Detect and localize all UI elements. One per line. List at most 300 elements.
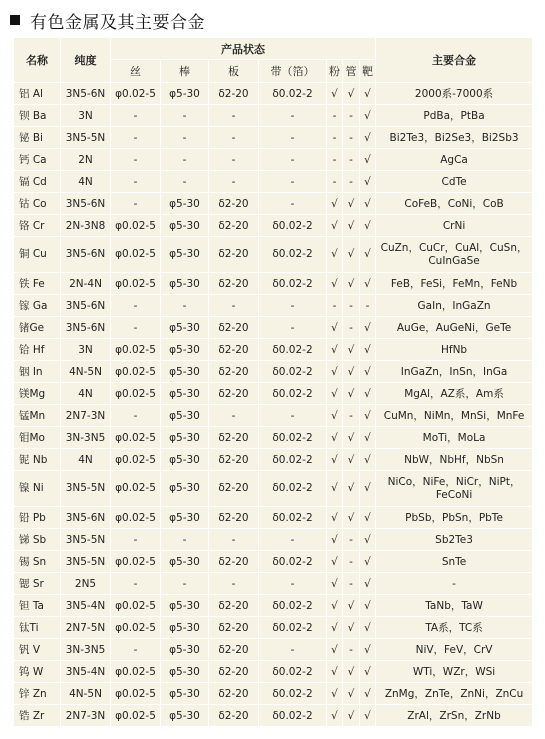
cell-purity: 3N-3N5 (61, 639, 111, 661)
table-row (14, 237, 533, 273)
cell-powder: √ (327, 83, 343, 105)
cell-purity: 3N (61, 105, 111, 127)
table-row (14, 683, 533, 705)
cell-alloy: NiCo，NiFe，NiCr，NiPt，FeCoNi (376, 471, 533, 507)
cell-rod: φ5-30 (161, 339, 209, 361)
cell-tube: - (343, 317, 360, 339)
cell-plate: - (209, 149, 259, 171)
cell-target: √ (360, 383, 376, 405)
cell-alloy: TA系，TC系 (376, 617, 533, 639)
cell-alloy: ZnMg，ZnTe，ZnNi，ZnCu (376, 683, 533, 705)
cell-tube: √ (343, 683, 360, 705)
metals-table (13, 37, 533, 727)
table-body (14, 83, 533, 727)
table-row (14, 127, 533, 149)
cell-rod: - (161, 171, 209, 193)
cell-purity: 3N5-4N (61, 595, 111, 617)
cell-tube: - (343, 551, 360, 573)
table-row (14, 573, 533, 595)
cell-strip: - (259, 193, 327, 215)
cell-wire: φ0.02-5 (111, 705, 161, 727)
cell-rod: φ5-30 (161, 683, 209, 705)
cell-rod: φ5-30 (161, 193, 209, 215)
cell-purity: 3N5-5N (61, 127, 111, 149)
cell-name: 锆 Zr (14, 705, 61, 727)
cell-strip: - (259, 171, 327, 193)
cell-purity: 3N (61, 339, 111, 361)
cell-strip: δ0.02-2 (259, 361, 327, 383)
cell-purity: 3N5-5N (61, 551, 111, 573)
cell-alloy: NiV，FeV，CrV (376, 639, 533, 661)
cell-wire: - (111, 127, 161, 149)
cell-alloy: CoFeB，CoNi，CoB (376, 193, 533, 215)
cell-powder: - (327, 295, 343, 317)
cell-tube: √ (343, 361, 360, 383)
cell-name: 锰Mn (14, 405, 61, 427)
cell-strip: δ0.02-2 (259, 449, 327, 471)
cell-target: √ (360, 683, 376, 705)
cell-tube: √ (343, 383, 360, 405)
cell-target: √ (360, 595, 376, 617)
table-row (14, 295, 533, 317)
cell-rod: φ5-30 (161, 449, 209, 471)
cell-alloy: PbSb，PbSn，PbTe (376, 507, 533, 529)
table-row (14, 273, 533, 295)
cell-name: 铬 Cr (14, 215, 61, 237)
cell-rod: - (161, 295, 209, 317)
cell-alloy: InGaZn，InSn，InGa (376, 361, 533, 383)
table-row (14, 149, 533, 171)
cell-target: √ (360, 149, 376, 171)
cell-powder: √ (327, 317, 343, 339)
cell-target: √ (360, 427, 376, 449)
cell-target: √ (360, 273, 376, 295)
table-row (14, 705, 533, 727)
cell-plate: δ2-20 (209, 193, 259, 215)
table-row (14, 105, 533, 127)
cell-wire: φ0.02-5 (111, 83, 161, 105)
cell-purity: 2N (61, 149, 111, 171)
cell-plate: - (209, 529, 259, 551)
cell-target: √ (360, 449, 376, 471)
cell-rod: - (161, 105, 209, 127)
cell-name: 锌 Zn (14, 683, 61, 705)
cell-purity: 2N7-3N (61, 405, 111, 427)
cell-tube: √ (343, 427, 360, 449)
cell-strip: δ0.02-2 (259, 471, 327, 507)
table-row (14, 639, 533, 661)
cell-target: √ (360, 193, 376, 215)
table-row (14, 193, 533, 215)
cell-strip: δ0.02-2 (259, 507, 327, 529)
header-product-status: 产品状态 (111, 38, 376, 60)
cell-alloy: MoTi，MoLa (376, 427, 533, 449)
cell-strip: - (259, 149, 327, 171)
cell-tube: - (343, 127, 360, 149)
cell-alloy: WTi，WZr，WSi (376, 661, 533, 683)
cell-powder: √ (327, 507, 343, 529)
cell-alloy: GaIn，InGaZn (376, 295, 533, 317)
cell-purity: 4N (61, 171, 111, 193)
header-main-alloy: 主要合金 (376, 38, 533, 83)
cell-tube: - (343, 171, 360, 193)
cell-powder: √ (327, 383, 343, 405)
cell-plate: δ2-20 (209, 237, 259, 273)
cell-rod: φ5-30 (161, 471, 209, 507)
cell-alloy: HfNb (376, 339, 533, 361)
cell-name: 铌 Nb (14, 449, 61, 471)
cell-purity: 4N-5N (61, 683, 111, 705)
cell-plate: δ2-20 (209, 215, 259, 237)
cell-target: √ (360, 507, 376, 529)
cell-name: 钽 Ta (14, 595, 61, 617)
cell-wire: - (111, 529, 161, 551)
cell-purity: 3N5-4N (61, 661, 111, 683)
cell-alloy: PdBa，PtBa (376, 105, 533, 127)
cell-strip: δ0.02-2 (259, 551, 327, 573)
cell-powder: - (327, 127, 343, 149)
cell-purity: 3N5-5N (61, 529, 111, 551)
cell-tube: √ (343, 661, 360, 683)
cell-name: 锶 Sr (14, 573, 61, 595)
cell-purity: 3N5-6N (61, 295, 111, 317)
cell-alloy: FeB，FeSi，FeMn，FeNb (376, 273, 533, 295)
cell-name: 铜 Cu (14, 237, 61, 273)
table-row (14, 661, 533, 683)
cell-purity: 2N7-5N (61, 617, 111, 639)
cell-purity: 2N-4N (61, 273, 111, 295)
cell-wire: φ0.02-5 (111, 595, 161, 617)
cell-powder: √ (327, 595, 343, 617)
cell-powder: √ (327, 339, 343, 361)
cell-purity: 3N5-6N (61, 317, 111, 339)
cell-name: 锡 Sn (14, 551, 61, 573)
cell-wire: - (111, 317, 161, 339)
table-row (14, 171, 533, 193)
cell-plate: - (209, 405, 259, 427)
cell-strip: δ0.02-2 (259, 215, 327, 237)
cell-target: √ (360, 361, 376, 383)
cell-wire: - (111, 105, 161, 127)
cell-purity: 3N-3N5 (61, 427, 111, 449)
cell-powder: √ (327, 193, 343, 215)
table-row (14, 617, 533, 639)
table-row (14, 215, 533, 237)
cell-name: 铪 Hf (14, 339, 61, 361)
cell-wire: φ0.02-5 (111, 507, 161, 529)
table-row (14, 361, 533, 383)
header-tube: 管 (343, 60, 360, 83)
cell-strip: δ0.02-2 (259, 705, 327, 727)
header-name: 名称 (14, 38, 61, 83)
header-plate: 板 (209, 60, 259, 83)
cell-powder: √ (327, 639, 343, 661)
cell-purity: 2N7-3N (61, 705, 111, 727)
cell-target: √ (360, 215, 376, 237)
section-title (8, 6, 205, 34)
cell-powder: - (327, 105, 343, 127)
cell-name: 铁 Fe (14, 273, 61, 295)
cell-rod: φ5-30 (161, 83, 209, 105)
cell-plate: - (209, 573, 259, 595)
cell-tube: √ (343, 507, 360, 529)
cell-rod: φ5-30 (161, 661, 209, 683)
cell-name: 镓 Ga (14, 295, 61, 317)
cell-wire: φ0.02-5 (111, 361, 161, 383)
cell-powder: √ (327, 661, 343, 683)
cell-rod: - (161, 149, 209, 171)
cell-plate: δ2-20 (209, 617, 259, 639)
cell-purity: 3N5-6N (61, 237, 111, 273)
cell-tube: √ (343, 339, 360, 361)
cell-rod: φ5-30 (161, 705, 209, 727)
cell-plate: δ2-20 (209, 639, 259, 661)
cell-rod: φ5-30 (161, 405, 209, 427)
table-row (14, 383, 533, 405)
cell-plate: - (209, 295, 259, 317)
cell-target: √ (360, 471, 376, 507)
cell-rod: φ5-30 (161, 237, 209, 273)
cell-tube: - (343, 295, 360, 317)
cell-powder: √ (327, 529, 343, 551)
cell-wire: φ0.02-5 (111, 661, 161, 683)
cell-powder: √ (327, 427, 343, 449)
cell-strip: δ0.02-2 (259, 427, 327, 449)
cell-plate: δ2-20 (209, 705, 259, 727)
cell-rod: φ5-30 (161, 383, 209, 405)
table-row (14, 449, 533, 471)
cell-strip: δ0.02-2 (259, 83, 327, 105)
cell-rod: φ5-30 (161, 617, 209, 639)
cell-target: √ (360, 237, 376, 273)
cell-wire: - (111, 149, 161, 171)
cell-alloy: MgAl，AZ系，Am系 (376, 383, 533, 405)
cell-name: 铅 Pb (14, 507, 61, 529)
cell-tube: - (343, 573, 360, 595)
cell-plate: - (209, 105, 259, 127)
cell-purity: 4N-5N (61, 361, 111, 383)
cell-powder: - (327, 171, 343, 193)
cell-tube: √ (343, 237, 360, 273)
cell-rod: φ5-30 (161, 595, 209, 617)
cell-powder: √ (327, 215, 343, 237)
cell-alloy: TaNb，TaW (376, 595, 533, 617)
cell-rod: φ5-30 (161, 427, 209, 449)
cell-plate: δ2-20 (209, 273, 259, 295)
cell-rod: - (161, 573, 209, 595)
cell-wire: - (111, 405, 161, 427)
cell-target: √ (360, 127, 376, 149)
cell-strip: - (259, 529, 327, 551)
cell-plate: δ2-20 (209, 471, 259, 507)
cell-alloy: CdTe (376, 171, 533, 193)
cell-tube: - (343, 149, 360, 171)
cell-alloy: AuGe，AuGeNi，GeTe (376, 317, 533, 339)
cell-name: 钴 Co (14, 193, 61, 215)
cell-powder: √ (327, 405, 343, 427)
table-row (14, 339, 533, 361)
cell-wire: φ0.02-5 (111, 683, 161, 705)
cell-alloy: ZrAl，ZrSn，ZrNb (376, 705, 533, 727)
cell-strip: δ0.02-2 (259, 237, 327, 273)
cell-target: √ (360, 317, 376, 339)
cell-plate: δ2-20 (209, 339, 259, 361)
cell-wire: - (111, 295, 161, 317)
cell-powder: √ (327, 237, 343, 273)
cell-strip: - (259, 573, 327, 595)
cell-rod: φ5-30 (161, 361, 209, 383)
cell-target: √ (360, 83, 376, 105)
cell-target: √ (360, 617, 376, 639)
cell-tube: - (343, 105, 360, 127)
cell-name: 铝 Al (14, 83, 61, 105)
cell-wire: - (111, 171, 161, 193)
cell-alloy: CrNi (376, 215, 533, 237)
cell-strip: - (259, 317, 327, 339)
cell-rod: φ5-30 (161, 551, 209, 573)
cell-name: 锗Ge (14, 317, 61, 339)
cell-alloy: CuZn，CuCr，CuAl，CuSn，CuInGaSe (376, 237, 533, 273)
cell-tube: √ (343, 595, 360, 617)
header-strip: 带（箔） (259, 60, 327, 83)
cell-tube: - (343, 529, 360, 551)
cell-purity: 4N (61, 449, 111, 471)
cell-strip: δ0.02-2 (259, 595, 327, 617)
cell-strip: δ0.02-2 (259, 617, 327, 639)
cell-rod: φ5-30 (161, 273, 209, 295)
cell-plate: - (209, 171, 259, 193)
cell-purity: 3N5-6N (61, 507, 111, 529)
cell-target: √ (360, 573, 376, 595)
cell-target: √ (360, 639, 376, 661)
cell-wire: - (111, 193, 161, 215)
cell-name: 铋 Bi (14, 127, 61, 149)
cell-alloy: 2000系-7000系 (376, 83, 533, 105)
cell-wire: φ0.02-5 (111, 427, 161, 449)
cell-target: - (360, 295, 376, 317)
cell-plate: δ2-20 (209, 383, 259, 405)
cell-strip: δ0.02-2 (259, 339, 327, 361)
cell-wire: φ0.02-5 (111, 237, 161, 273)
cell-alloy: SnTe (376, 551, 533, 573)
cell-wire: φ0.02-5 (111, 215, 161, 237)
table-row (14, 595, 533, 617)
cell-name: 镍 Ni (14, 471, 61, 507)
cell-strip: δ0.02-2 (259, 683, 327, 705)
cell-tube: √ (343, 193, 360, 215)
cell-name: 钙 Ca (14, 149, 61, 171)
cell-name: 铟 In (14, 361, 61, 383)
cell-name: 钨 W (14, 661, 61, 683)
cell-wire: φ0.02-5 (111, 617, 161, 639)
header-wire: 丝 (111, 60, 161, 83)
cell-strip: - (259, 639, 327, 661)
table-row (14, 317, 533, 339)
cell-wire: φ0.02-5 (111, 551, 161, 573)
cell-plate: δ2-20 (209, 83, 259, 105)
cell-target: √ (360, 405, 376, 427)
cell-name: 钼Mo (14, 427, 61, 449)
cell-purity: 3N5-6N (61, 193, 111, 215)
cell-name: 镉 Cd (14, 171, 61, 193)
cell-plate: δ2-20 (209, 551, 259, 573)
cell-powder: √ (327, 617, 343, 639)
cell-tube: √ (343, 449, 360, 471)
cell-target: √ (360, 661, 376, 683)
square-bullet-icon (10, 15, 20, 25)
header-rod: 棒 (161, 60, 209, 83)
header-purity: 纯度 (61, 38, 111, 83)
cell-rod: φ5-30 (161, 507, 209, 529)
header-target: 靶 (360, 60, 376, 83)
cell-plate: δ2-20 (209, 427, 259, 449)
cell-name: 钛Ti (14, 617, 61, 639)
cell-powder: √ (327, 449, 343, 471)
cell-alloy: Bi2Te3，Bi2Se3，Bi2Sb3 (376, 127, 533, 149)
cell-strip: δ0.02-2 (259, 273, 327, 295)
cell-purity: 2N5 (61, 573, 111, 595)
cell-plate: δ2-20 (209, 507, 259, 529)
cell-plate: δ2-20 (209, 449, 259, 471)
cell-tube: - (343, 639, 360, 661)
cell-powder: - (327, 149, 343, 171)
cell-powder: √ (327, 573, 343, 595)
cell-wire: φ0.02-5 (111, 273, 161, 295)
table-row (14, 507, 533, 529)
cell-powder: √ (327, 273, 343, 295)
cell-plate: δ2-20 (209, 683, 259, 705)
cell-name: 锑 Sb (14, 529, 61, 551)
table-row (14, 405, 533, 427)
cell-plate: δ2-20 (209, 317, 259, 339)
cell-target: √ (360, 339, 376, 361)
cell-rod: φ5-30 (161, 639, 209, 661)
table-row (14, 471, 533, 507)
cell-wire: φ0.02-5 (111, 383, 161, 405)
table-row (14, 529, 533, 551)
cell-alloy: AgCa (376, 149, 533, 171)
cell-purity: 2N-3N8 (61, 215, 111, 237)
cell-plate: δ2-20 (209, 661, 259, 683)
table-row (14, 427, 533, 449)
cell-powder: √ (327, 683, 343, 705)
cell-plate: - (209, 127, 259, 149)
cell-powder: √ (327, 705, 343, 727)
cell-strip: - (259, 105, 327, 127)
cell-tube: √ (343, 273, 360, 295)
cell-strip: - (259, 295, 327, 317)
cell-rod: - (161, 127, 209, 149)
cell-plate: δ2-20 (209, 361, 259, 383)
cell-strip: δ0.02-2 (259, 383, 327, 405)
cell-target: √ (360, 105, 376, 127)
cell-powder: √ (327, 551, 343, 573)
cell-rod: - (161, 529, 209, 551)
table-row (14, 551, 533, 573)
cell-rod: φ5-30 (161, 317, 209, 339)
cell-purity: 3N5-6N (61, 83, 111, 105)
cell-tube: √ (343, 83, 360, 105)
cell-alloy: CuMn，NiMn，MnSi，MnFe (376, 405, 533, 427)
cell-name: 钡 Ba (14, 105, 61, 127)
cell-target: √ (360, 529, 376, 551)
cell-alloy: NbW，NbHf，NbSn (376, 449, 533, 471)
cell-strip: δ0.02-2 (259, 661, 327, 683)
cell-alloy: - (376, 573, 533, 595)
cell-rod: φ5-30 (161, 215, 209, 237)
cell-tube: √ (343, 617, 360, 639)
cell-target: √ (360, 551, 376, 573)
